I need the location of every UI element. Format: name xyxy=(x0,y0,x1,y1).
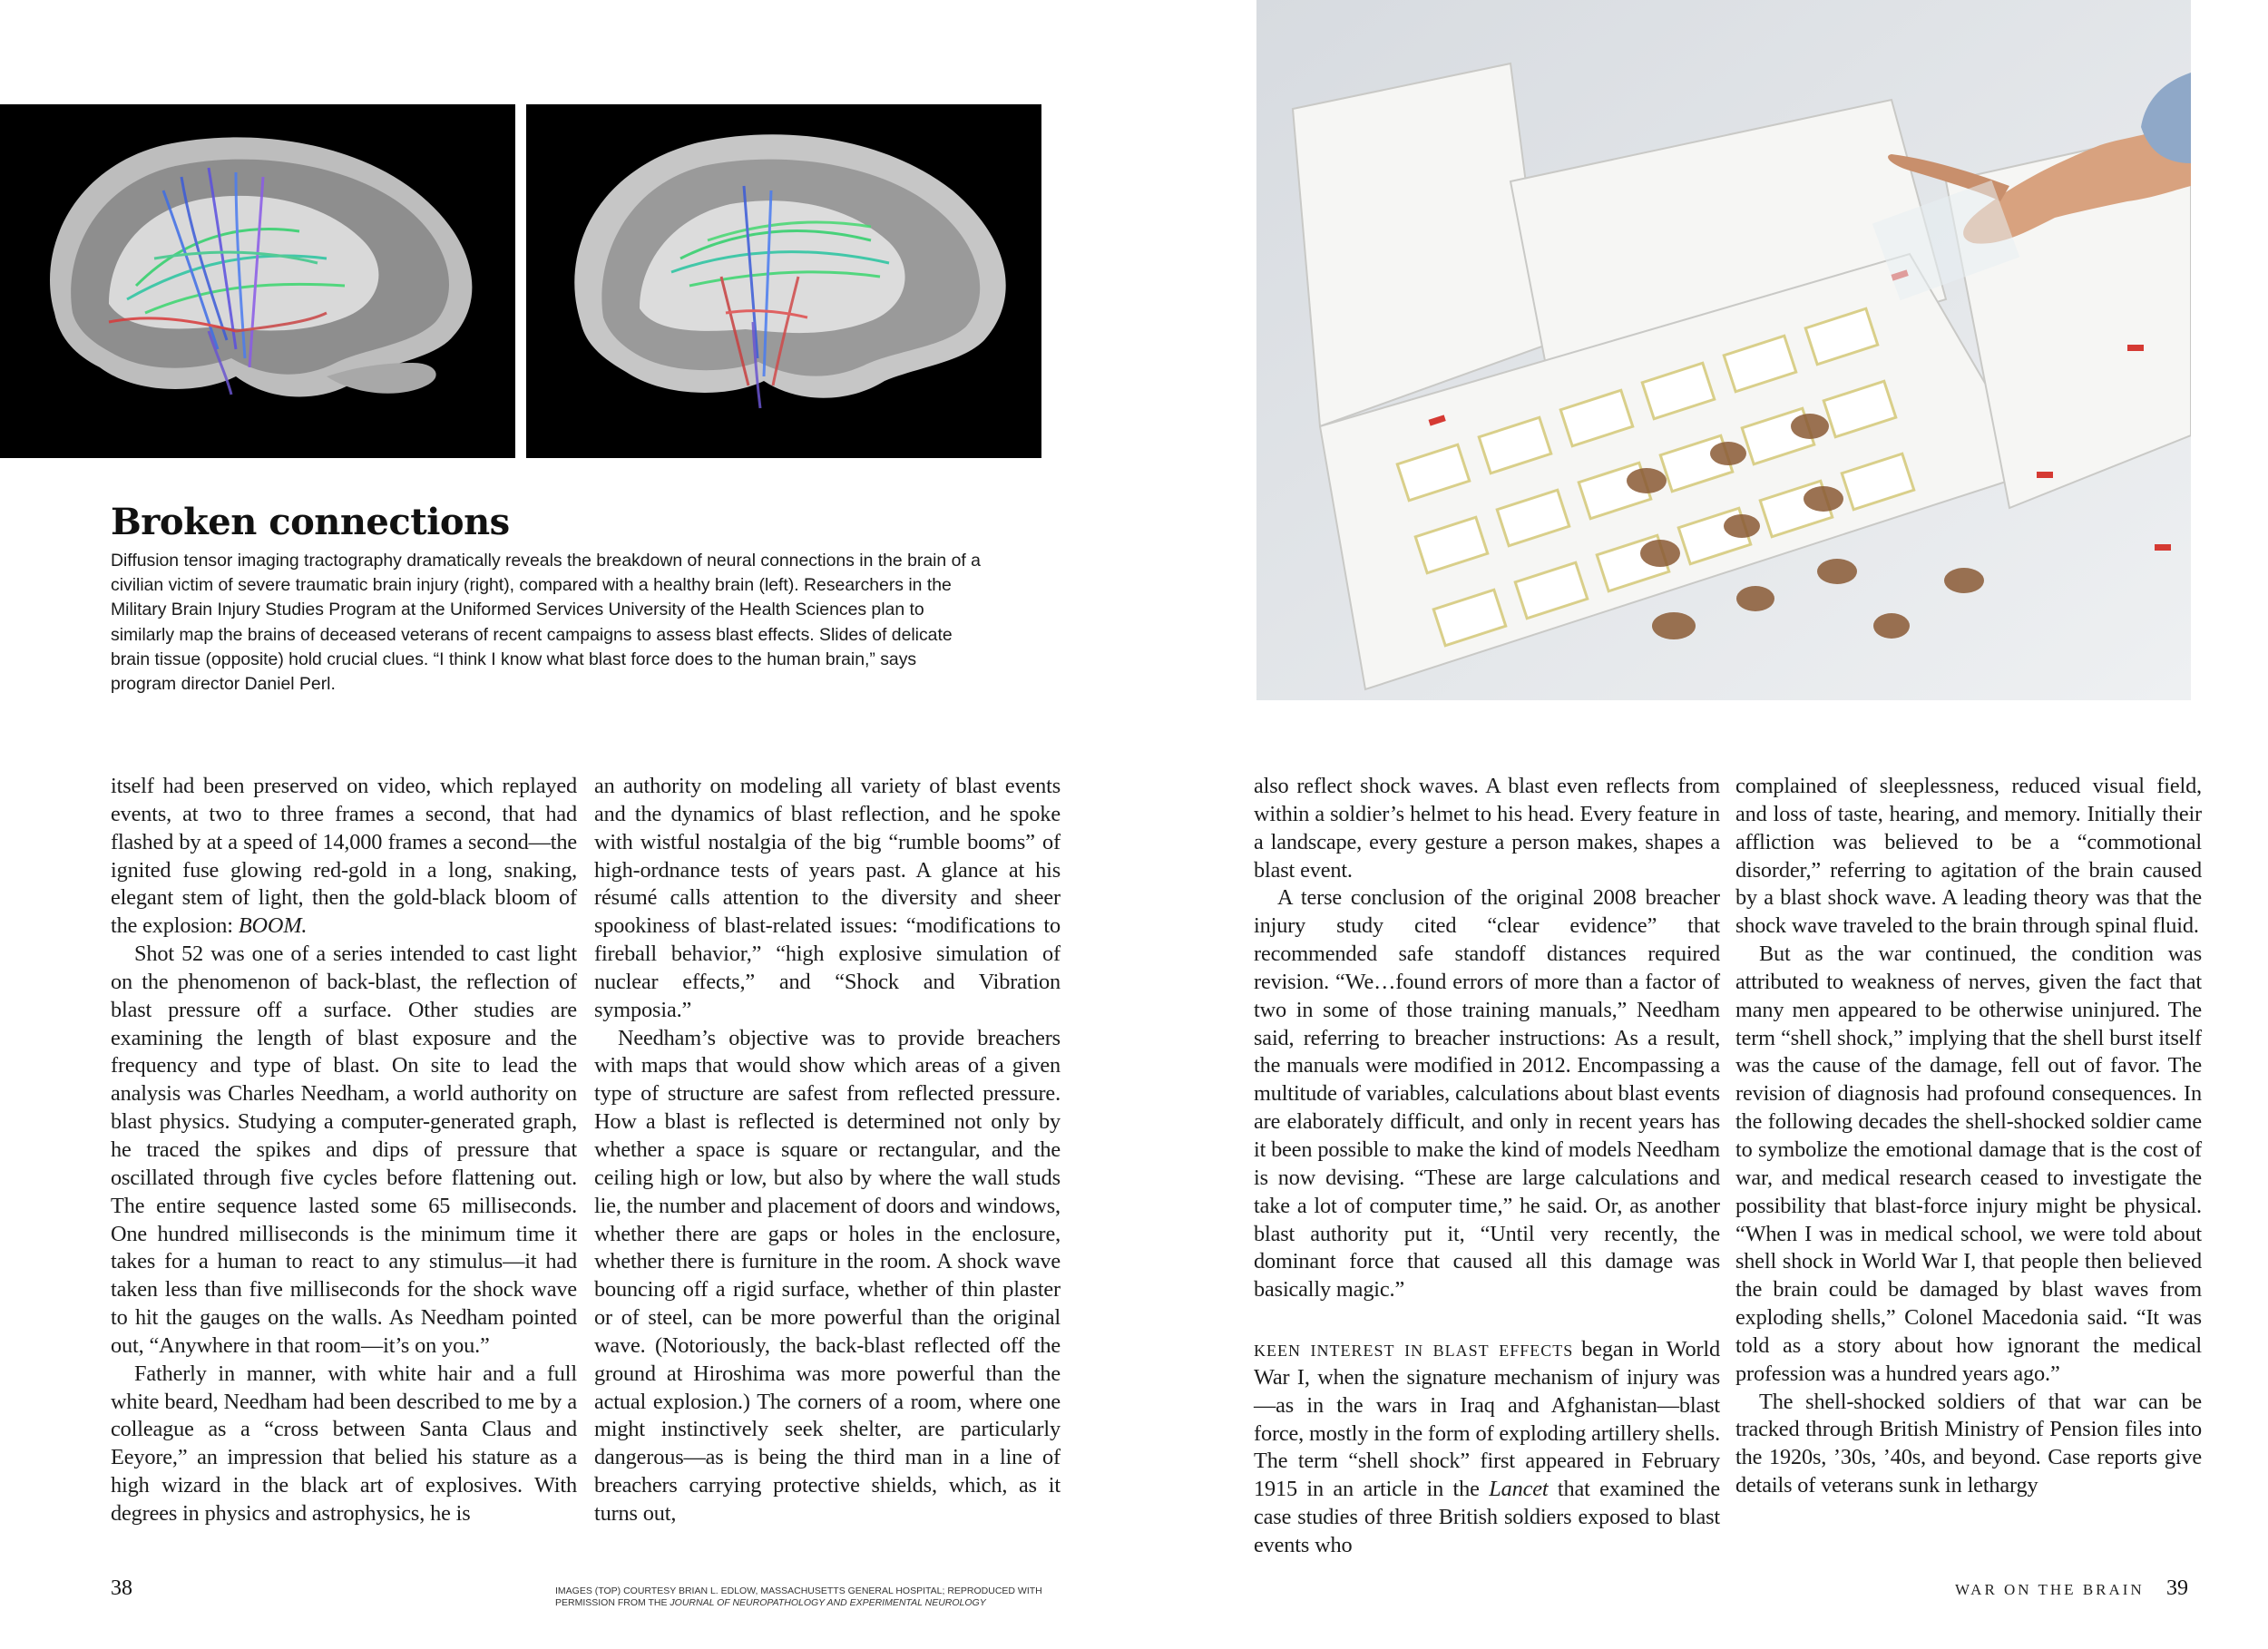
text-run: began in World War I, when the signature mechanism of injury was—as in the wars in Iraq and Afghanistan—blast force, mostly in the form of exploding artillery shells. The term “shell shock” first appeared in February 1915 in an article in the xyxy=(1254,1337,1720,1502)
paragraph: The shell-shocked soldiers of that war can be tracked through British Ministry of Pension files into the 1920s, ’30s, ’40s, and beyond. Case reports give details of veterans sunk in lethargy xyxy=(1735,1389,2202,1498)
paragraph: also reflect shock waves. A blast even reflects from within a soldier’s helmet to his head. Every feature in a landscape, every gesture a person makes, shapes a blast event. xyxy=(1254,774,1720,883)
paragraph xyxy=(111,773,577,941)
paragraph xyxy=(1254,1335,1720,1560)
text-run: that examined the case studies of three British soldiers exposed to blast events who xyxy=(1254,1477,1720,1557)
lead-in-small-caps: keen interest in blast effects xyxy=(1254,1335,1574,1362)
caption-body: Diffusion tensor imaging tractography dramatically reveals the breakdown of neural connections in the brain of a civilian victim of severe traumatic brain injury (right), compared with a healthy brain (left). Researchers in the Military Brain Injury Studies Program at the Uniformed Services University of the Health Sciences plan to similarly map the brains of deceased veterans of recent campaigns to assess blast effects. Slides of delicate brain tissue (opposite) hold crucial clues. “I think I know what blast force does to the human brain,” says program director Daniel Perl. xyxy=(111,551,981,695)
injured-brain-image xyxy=(526,104,1041,458)
caption-title: Broken connections xyxy=(111,501,510,543)
page-number-right: 39 xyxy=(2166,1576,2188,1600)
emphasis: Lancet xyxy=(1489,1477,1549,1502)
credit-text: IMAGES (TOP) COURTESY BRIAN L. EDLOW, MASSACHUSETTS GENERAL HOSPITAL; REPRODUCED WITH PERMISSION FROM THE xyxy=(555,1586,1042,1608)
body-column-4 xyxy=(1735,773,2202,1500)
emphasis: BOOM. xyxy=(238,913,308,939)
paragraph: complained of sleeplessness, reduced visual field, and loss of taste, hearing, and memory. Initially their affliction was believed to be a “commotional disorder,” referring to agitation of the brain caused by a blast shock wave. A leading theory was that the shock wave traveled to the brain through spinal fluid. xyxy=(1735,774,2202,939)
paragraph: Fatherly in manner, with white hair and a full white beard, Needham had been described to me by a colleague as a “cross between Santa Claus and Eeyore,” an impression that belied his stature as a high wizard in the black art of explosives. With degrees in physics and astrophysics, he is xyxy=(111,1361,577,1526)
body-column-3 xyxy=(1254,773,1720,1560)
body-column-1 xyxy=(111,773,577,1528)
paragraph: But as the war continued, the condition was attributed to weakness of nerves, given the fact that many men appeared to be otherwise uninjured. The term “shell shock,” implying that the shell burst itself was the cause of the damage, fell out of favor. The revision of diagnosis had profound consequences. In the following decades the shell-shocked soldier came to symbolize the emotional damage that is the cost of war, and medical research ceased to investigate the possibility that blast-force injury might be physical. “When I was in medical school, we were told about shell shock in World War I, that people then believed the brain could be damaged by blast waves from exploding shells,” Colonel Macedonia said. “It was told as a story about how ignorant the medical profession was a hundred years ago.” xyxy=(1735,942,2202,1386)
healthy-brain-image xyxy=(0,104,515,458)
credit-journal: JOURNAL OF NEUROPATHOLOGY AND EXPERIMENTAL NEUROLOGY xyxy=(670,1597,986,1608)
paragraph: A terse conclusion of the original 2008 breacher injury study cited “clear evidence” that recommended safe standoff distances required revision. “We…found errors of more than a factor of two in some of those training manuals,” Needham said, referring to breacher instructions: As a result, the manuals were modified in 2012. Encompassing a multitude of variables, calculations about blast events are elaborately difficult, and only in recent years has it been possible to make the kind of models Needham is now devising. “These are large calculations and take a lot of computer time,” he said. Or, as another blast authority put it, “Until very recently, the dominant force that caused all this damage was basically magic.” xyxy=(1254,885,1720,1303)
paragraph: Shot 52 was one of a series intended to cast light on the phenomenon of back-blast, the reflection of blast pressure off a surface. Other studies are examining the length of blast exposure and the frequency and type of blast. On site to lead the analysis was Charles Needham, a world authority on blast physics. Studying a computer-generated graph, he traced the spikes and dips of pressure that oscillated through five cycles before flattening out. The entire sequence lasted some 65 milliseconds. One hundred milliseconds is the minimum time it takes for a human to react to any stimulus—it had taken less than five milliseconds for the shock wave to hit the gauges on the walls. As Needham pointed out, “Anywhere in that room—it’s on you.” xyxy=(111,942,577,1358)
image-credit xyxy=(555,1586,1063,1609)
running-head: WAR ON THE BRAIN xyxy=(1955,1581,2145,1598)
text-run: itself had been preserved on video, which replayed events, at two to three frames a second, that had flashed by at a speed of 14,000 frames a second—the ignited fuse glowing red-gold in a long, snaking, elegant stem of light, then the gold-black bloom of the explosion: xyxy=(111,774,577,939)
page-number-left: 38 xyxy=(111,1576,132,1600)
paragraph: an authority on modeling all variety of blast events and the dynamics of blast reflection, and he spoke with wistful nostalgia of the big “rumble booms” of high-ordnance tests of years past. A glance at his résumé calls attention to the diversity and sheer spookiness of blast-related issues: “modifications to fireball behavior,” “high explosive simulation of nuclear effects,” and “Shock and Vibration symposia.” xyxy=(594,774,1061,1022)
body-column-2 xyxy=(594,773,1061,1528)
brain-tissue-slides-photo xyxy=(1256,0,2191,700)
paragraph: Needham’s objective was to provide breachers with maps that would show which areas of a given type of structure are safest from reflected pressure. How a blast is reflected is determined not only by whether a space is square or rectangular, and the ceiling high or low, but also by where the wall studs lie, the number and placement of doors and windows, whether there are gaps or holes in the enclosure, whether there is furniture in the room. A shock wave bouncing off a rigid surface, whether of thin plaster or of steel, can be more powerful than the original wave. (Notoriously, the back-blast reflected off the ground at Hiroshima was more powerful than the actual explosion.) The corners of a room, where one might instinctively seek shelter, are particularly dangerous—as is being the third man in a line of breachers carrying protective shields, which, as it turns out, xyxy=(594,1025,1061,1526)
